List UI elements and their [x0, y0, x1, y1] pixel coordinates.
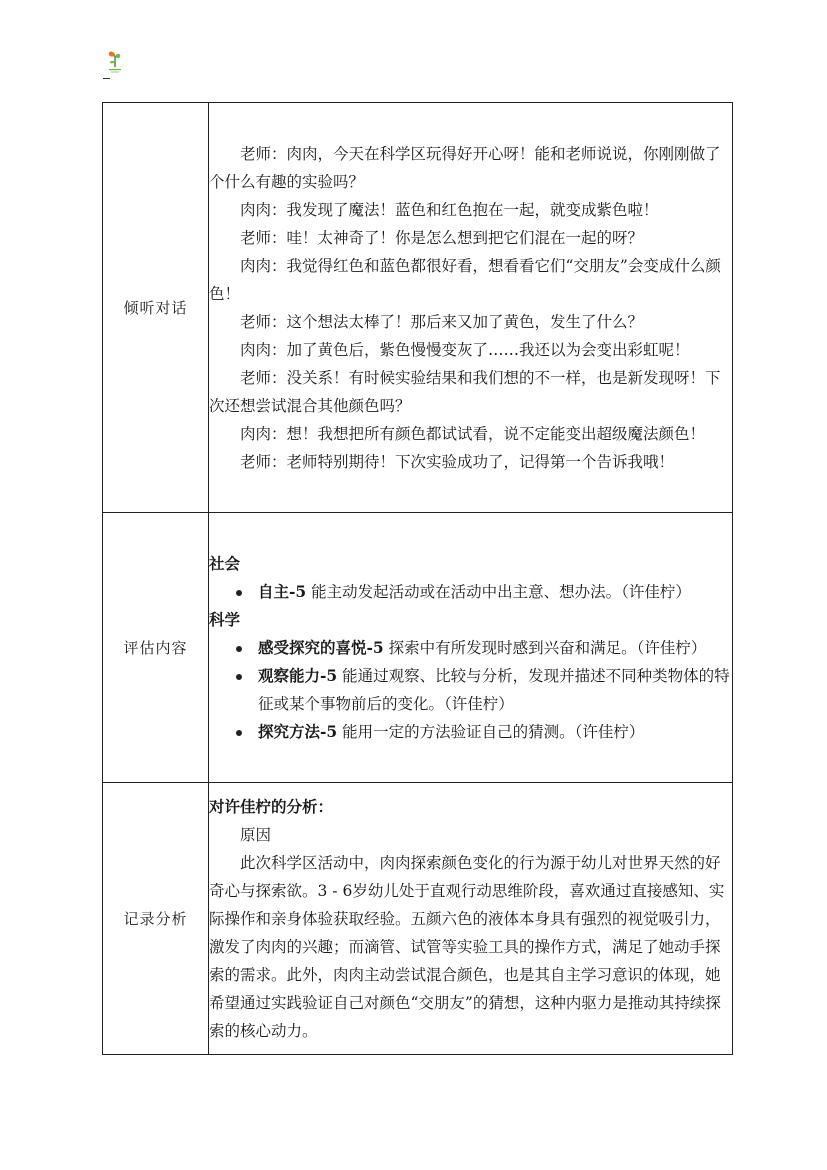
bullet-dot: [236, 590, 242, 596]
dialogue-line: 肉肉：加了黄色后，紫色慢慢变灰了……我还以为会变出彩虹呢！: [240, 340, 690, 359]
assessment-label: 评估内容: [103, 513, 209, 783]
science-heading: 科学: [209, 609, 241, 629]
dialogue-line: 肉肉：想！我想把所有颜色都试试看，说不定能变出超级魔法颜色！: [240, 424, 706, 443]
seedling-logo-icon: [103, 48, 127, 76]
indicator-title: 观察能力-5: [258, 665, 338, 685]
indicator-text: 能通过观察、比较与分析，发现并描述不同种类物体的特征或某个事物前后的变化。（许佳柠）: [258, 666, 730, 713]
list-item: [209, 662, 732, 718]
analysis-heading: 对许佳柠的分析：: [209, 796, 334, 816]
analysis-row: [103, 783, 733, 1055]
indicator-title: 探究方法-5: [258, 721, 338, 741]
dialogue-row: [103, 103, 733, 513]
list-item: [209, 718, 732, 746]
analysis-label: 记录分析: [103, 783, 209, 1055]
indicator-text: 探索中有所发现时感到兴奋和满足。（许佳柠）: [383, 638, 707, 657]
list-item: [209, 634, 732, 662]
analysis-body: 此次科学区活动中，肉肉探索颜色变化的行为源于幼儿对世界天然的好奇心与探索欲。3 - 6岁幼儿处于直观行动思维阶段，喜欢通过直接感知、实际操作和亲身体验获取经验。五颜六色的液体本身具有强烈的视觉吸引力，激发了肉肉的兴趣；而滴管、试管等实验工具的操作方式，满足了她动手探索的需求。此外，肉肉主动尝试混合颜色，也是其自主学习意识的体现，她希望通过实践验证自己对颜色“交朋友”的猜想，这种内驱力是推动其持续探索的核心动力。: [209, 853, 725, 1040]
indicator-text: 能主动发起活动或在活动中出主意、想办法。（许佳柠）: [306, 582, 691, 601]
indicator-title: 感受探究的喜悦-5: [258, 637, 384, 657]
dialogue-line: 老师：肉肉，今天在科学区玩得好开心呀！能和老师说说，你刚刚做了个什么有趣的实验吗？: [209, 144, 721, 191]
analysis-subheading: 原因: [240, 825, 272, 844]
dialogue-content: [209, 103, 733, 513]
dialogue-line: 老师：哇！太神奇了！你是怎么想到把它们混在一起的呀？: [240, 228, 644, 247]
assessment-row: [103, 513, 733, 783]
indicator-text: 能用一定的方法验证自己的猜测。（许佳柠）: [337, 722, 645, 741]
dialogue-line: 肉肉：我觉得红色和蓝色都很好看，想看看它们“交朋友”会变成什么颜色！: [209, 256, 721, 303]
observation-record-table: [102, 102, 733, 1055]
dialogue-line: 老师：老师特别期待！下次实验成功了，记得第一个告诉我哦！: [240, 452, 675, 471]
dialogue-label: 倾听对话: [103, 103, 209, 513]
list-item: [209, 578, 732, 606]
social-list: [209, 578, 732, 606]
science-list: [209, 634, 732, 746]
bullet-dot: [236, 730, 242, 736]
indicator-title: 自主-5: [258, 581, 307, 601]
bullet-dot: [236, 674, 242, 680]
bullet-dot: [236, 646, 242, 652]
dialogue-line: 老师：这个想法太棒了！那后来又加了黄色，发生了什么？: [240, 312, 644, 331]
assessment-content: [209, 513, 733, 783]
dialogue-line: 肉肉：我发现了魔法！蓝色和红色抱在一起，就变成紫色啦！: [240, 200, 659, 219]
analysis-content: [209, 783, 733, 1055]
dialogue-line: 老师：没关系！有时候实验结果和我们想的不一样，也是新发现呀！下次还想尝试混合其他颜色吗？: [209, 368, 721, 415]
header-rule: [103, 78, 110, 79]
social-heading: 社会: [209, 553, 241, 573]
